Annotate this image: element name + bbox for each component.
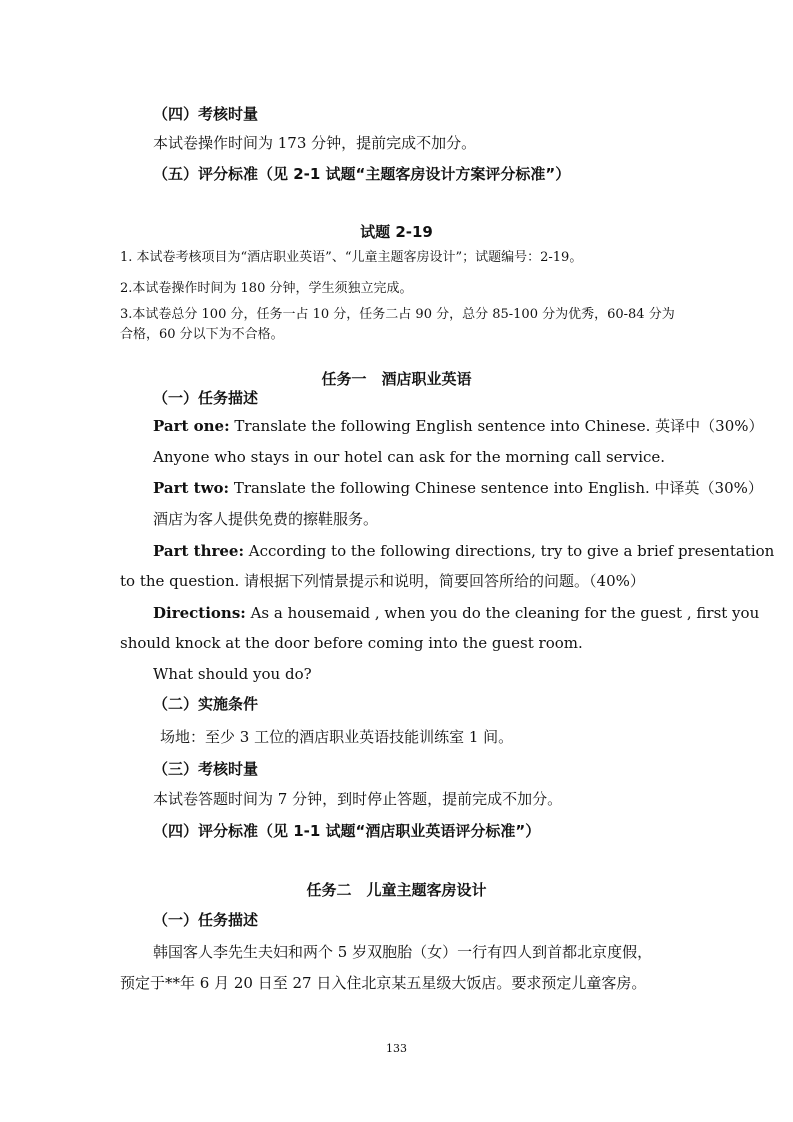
part-three-instruction: According to the following directions, try to give a brief presentation <box>244 542 775 560</box>
task1-heading-desc: （一）任务描述 <box>153 389 259 407</box>
note-2: 2.本试卷操作时间为 180 分钟，学生须独立完成。 <box>120 281 413 296</box>
question-text: What should you do? <box>153 665 312 683</box>
part-two-instruction: Translate the following Chinese sentence into English. 中译英（30%） <box>229 479 763 497</box>
duration-text: 本试卷操作时间为 173 分钟，提前完成不加分。 <box>153 134 477 152</box>
note-1: 1. 本试卷考核项目为“酒店职业英语”、“儿童主题客房设计”；试题编号：2-19。 <box>120 250 583 265</box>
part-one-sentence: Anyone who stays in our hotel can ask for the morning call service. <box>153 448 666 466</box>
directions-text: As a housemaid , when you do the cleaning for the guest , first you <box>245 604 760 622</box>
part-three-cont: to the question. 请根据下列情景提示和说明，简要回答所给的问题。（40%） <box>120 572 645 590</box>
part-three-label: Part three: <box>153 542 245 560</box>
conditions-text: 场地：至少 3 工位的酒店职业英语技能训练室 1 间。 <box>160 728 514 746</box>
directions-cont: should knock at the door before coming into the guest room. <box>120 634 583 652</box>
part-one-instruction: Translate the following English sentence into Chinese. 英译中（30%） <box>229 417 764 435</box>
part-three-line <box>153 541 774 561</box>
task1-duration-text: 本试卷答题时间为 7 分钟，到时停止答题，提前完成不加分。 <box>153 790 563 808</box>
task2-heading-desc: （一）任务描述 <box>153 911 259 929</box>
part-two-label: Part two: <box>153 479 230 497</box>
task1-heading-conditions: （二）实施条件 <box>153 695 259 713</box>
question-title: 试题 2-19 <box>360 223 433 241</box>
part-two-sentence: 酒店为客人提供免费的擦鞋服务。 <box>153 510 379 528</box>
directions-label: Directions: <box>153 604 246 622</box>
task2-desc-line2: 预定于**年 6 月 20 日至 27 日入住北京某五星级大饭店。要求预定儿童客房。 <box>120 974 647 992</box>
task1-heading-scoring: （四）评分标准（见 1-1 试题“酒店职业英语评分标准”） <box>153 822 541 840</box>
note-3-cont: 合格，60 分以下为不合格。 <box>120 327 284 342</box>
part-one-line <box>153 416 764 436</box>
part-one-label: Part one: <box>153 417 230 435</box>
task1-title: 任务一 酒店职业英语 <box>321 370 472 388</box>
section-heading-duration: （四）考核时量 <box>153 105 259 123</box>
task1-heading-duration: （三）考核时量 <box>153 760 259 778</box>
task2-desc-line1: 韩国客人李先生夫妇和两个 5 岁双胞胎（女）一行有四人到首都北京度假， <box>153 943 653 961</box>
section-heading-scoring: （五）评分标准（见 2-1 试题“主题客房设计方案评分标准”） <box>153 165 571 183</box>
note-3: 3.本试卷总分 100 分，任务一占 10 分，任务二占 90 分，总分 85-100 分为优秀，60-84 分为 <box>120 307 675 322</box>
page-number: 133 <box>386 1042 407 1055</box>
part-two-line <box>153 478 763 498</box>
task2-title: 任务二 儿童主题客房设计 <box>306 881 487 899</box>
directions-line <box>153 603 759 623</box>
